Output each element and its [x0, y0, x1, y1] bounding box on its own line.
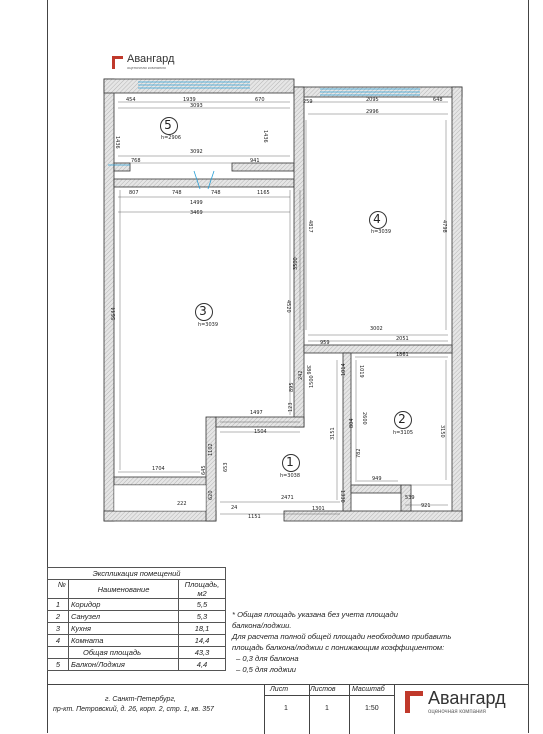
brand-tagline: оценочная компания	[127, 65, 166, 70]
dim-label: 1939	[183, 97, 196, 103]
dim-label: 807	[129, 190, 139, 196]
note-line: – 0,3 для балкона	[236, 654, 299, 663]
room-height: h=3105	[392, 430, 414, 436]
room-height: h=2906	[160, 135, 182, 141]
dim-label: 1301	[312, 506, 325, 512]
dim-label: 1704	[152, 466, 165, 472]
row-area: 5,3	[179, 611, 226, 623]
dim-label: 454	[126, 97, 136, 103]
dim-label: 259	[303, 99, 313, 105]
row-num: 1	[48, 599, 69, 611]
dim-label: 386	[305, 365, 311, 375]
note-line: балкона/лоджии.	[232, 621, 292, 630]
address-line-1: г. Санкт-Петербург,	[105, 696, 176, 703]
row-name: Коридор	[69, 599, 179, 611]
dim-label: 1014	[341, 363, 347, 376]
walls	[104, 79, 462, 521]
dim-label: 949	[372, 476, 382, 482]
dim-label: 242	[298, 370, 304, 380]
sheets-value: 1	[325, 705, 329, 712]
row-name: Комната	[69, 635, 179, 647]
room-number: 5	[164, 118, 172, 132]
row-num: 3	[48, 623, 69, 635]
dim-label: 620	[208, 490, 214, 500]
dim-label: 1102	[208, 443, 214, 456]
room-4-label	[363, 213, 391, 225]
row-name: Кухня	[69, 623, 179, 635]
room-3-label	[189, 305, 217, 317]
title-block	[47, 684, 529, 734]
room-3-height	[188, 322, 228, 328]
table-row	[48, 623, 226, 635]
row-area: 14,4	[179, 635, 226, 647]
dim-label: 4520	[285, 300, 291, 313]
sheets-label: Листов	[310, 686, 336, 693]
room-5-label	[154, 119, 182, 131]
dim-label: 2600	[361, 412, 367, 425]
dim-label: 2996	[366, 109, 379, 115]
header-area-unit: м2	[197, 589, 207, 598]
dim-label: 222	[177, 501, 187, 507]
dim-label: 1500	[309, 375, 315, 388]
table-row	[48, 647, 226, 659]
dim-label: 5644	[111, 307, 117, 320]
table-row	[48, 611, 226, 623]
table-row	[48, 635, 226, 647]
room-2-height	[383, 430, 423, 436]
room-1-height	[270, 473, 310, 479]
dim-label: 3469	[190, 210, 203, 216]
dim-label: 653	[223, 462, 229, 472]
brand-logo-top	[112, 54, 174, 70]
dim-label: 3093	[190, 103, 203, 109]
room-height: h=3039	[370, 229, 392, 235]
dim-label: 648	[433, 97, 443, 103]
dim-label: 539	[405, 495, 415, 501]
brand-logo-bottom	[405, 689, 506, 715]
dim-label: 2095	[366, 97, 379, 103]
row-name: Общая площадь	[69, 647, 179, 659]
row-num	[48, 647, 69, 659]
header-num: №	[48, 580, 69, 599]
dim-label: 895	[289, 382, 295, 392]
dim-label: 748	[172, 190, 182, 196]
dim-label: 24	[231, 505, 238, 511]
explication-title: Экспликация помещений	[48, 568, 226, 580]
dim-label: 804	[349, 418, 355, 428]
row-name: Санузел	[69, 611, 179, 623]
explication-table	[47, 567, 226, 671]
sheet-value: 1	[284, 705, 288, 712]
dim-label: 123	[288, 402, 294, 412]
room-number: 2	[398, 412, 406, 426]
room-number: 3	[199, 304, 207, 318]
brand-name: Авангард	[428, 688, 506, 708]
row-num: 5	[48, 659, 69, 671]
dim-label: 4817	[307, 220, 313, 233]
brand-mark-icon	[112, 56, 123, 69]
room-1-label	[276, 456, 304, 468]
dim-label: 782	[356, 448, 362, 458]
dim-label: 1436	[262, 130, 268, 143]
dim-label: 2471	[281, 495, 294, 501]
row-area: 43,3	[179, 647, 226, 659]
note-line: – 0,5 для лоджии	[236, 665, 297, 674]
header-area-label: Площадь,	[184, 580, 220, 589]
table-row	[48, 599, 226, 611]
dim-label: 3151	[330, 427, 336, 440]
dim-label: 3500	[293, 257, 299, 270]
brand-tagline: оценочная компания	[428, 709, 486, 715]
note-line: * Общая площадь указана без учета площади	[232, 610, 398, 619]
dim-label: 748	[211, 190, 221, 196]
dim-label: 1861	[396, 352, 409, 358]
dim-label: 1499	[190, 200, 203, 206]
note-line: Для расчета полной общей площади необходимо прибавить	[232, 632, 452, 641]
row-area: 5,5	[179, 599, 226, 611]
room-height: h=3038	[279, 473, 301, 479]
room-number: 4	[373, 212, 381, 226]
room-2-label	[388, 413, 416, 425]
dim-label: 3150	[439, 425, 445, 438]
dim-label: 670	[255, 97, 265, 103]
dim-label: 941	[250, 158, 260, 164]
dim-label: 1151	[248, 514, 261, 520]
dim-label: 1330	[339, 490, 345, 503]
row-num: 2	[48, 611, 69, 623]
brand-mark-icon	[405, 691, 423, 713]
row-area: 18,1	[179, 623, 226, 635]
dim-label: 1165	[257, 190, 270, 196]
room-height: h=3039	[197, 322, 219, 328]
dim-label: 3002	[370, 326, 383, 332]
row-num: 4	[48, 635, 69, 647]
table-row	[48, 659, 226, 671]
dim-label: 921	[421, 503, 431, 509]
row-name: Балкон/Лоджия	[69, 659, 179, 671]
address-line-2: пр-кт. Петровский, д. 26, корп. 2, стр. 1, кв. 357	[53, 706, 214, 713]
scale-value: 1:50	[365, 705, 379, 712]
room-5-height	[151, 135, 191, 141]
brand-name: Авангард	[127, 53, 175, 65]
note-line: площадь балкона/лоджии с понижающим коэффициентом:	[232, 643, 445, 652]
room-number: 1	[286, 455, 294, 469]
header-area	[179, 580, 226, 599]
dim-label: 645	[201, 465, 207, 475]
dim-label: 768	[131, 158, 141, 164]
dim-label: 1497	[250, 410, 263, 416]
dim-label: 2051	[396, 336, 409, 342]
dim-label: 4798	[441, 220, 447, 233]
area-note	[232, 609, 517, 675]
dim-label: 959	[320, 340, 330, 346]
dim-label: 1436	[114, 136, 120, 149]
room-4-height	[361, 229, 401, 235]
dim-label: 1504	[254, 429, 267, 435]
dim-label: 1019	[358, 365, 364, 378]
dim-label: 3092	[190, 149, 203, 155]
lower-balcony	[114, 485, 206, 511]
sheet-label: Лист	[270, 686, 289, 693]
row-area: 4,4	[179, 659, 226, 671]
scale-label: Масштаб	[352, 686, 385, 693]
header-name: Наименование	[69, 580, 179, 599]
